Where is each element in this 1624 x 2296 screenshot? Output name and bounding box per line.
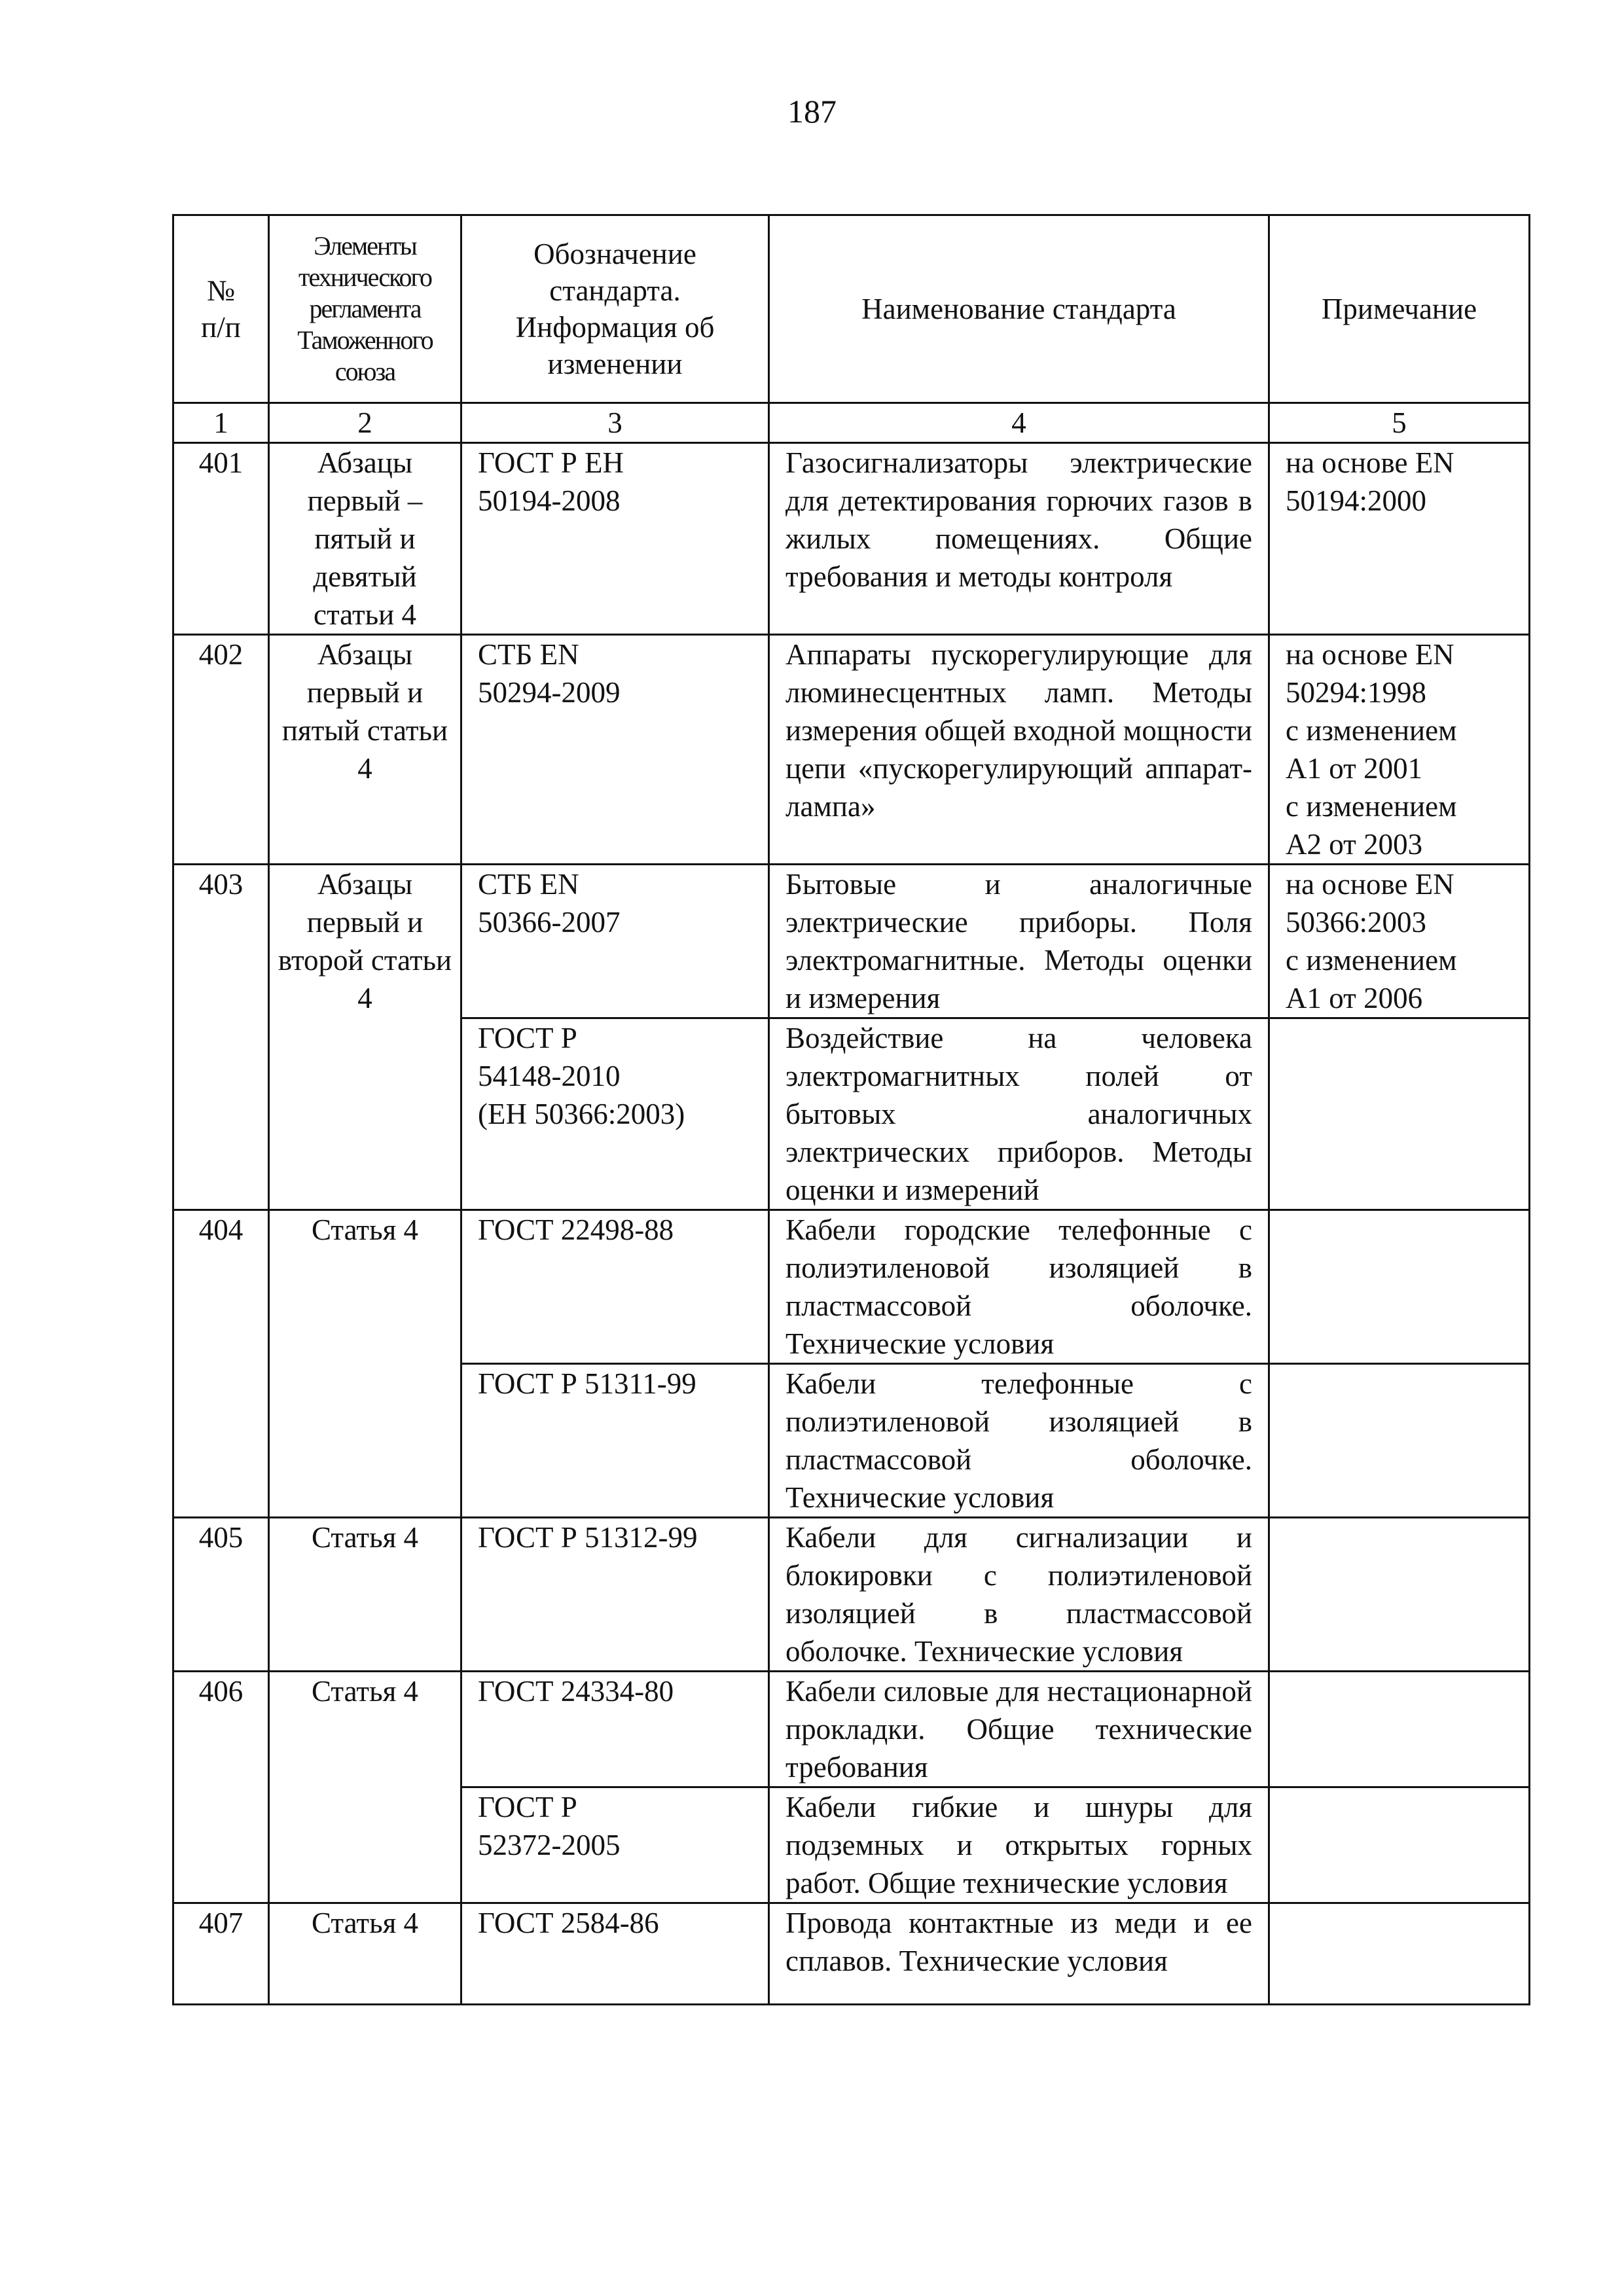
row-element: Статья 4 — [269, 1903, 461, 2005]
column-number-row — [173, 403, 1530, 443]
table-row — [173, 1903, 1530, 2005]
row-element: Статья 4 — [269, 1210, 461, 1518]
row-designation: ГОСТ 22498-88 — [461, 1210, 769, 1364]
row-designation: СТБ EN 50294-2009 — [461, 635, 769, 865]
row-designation: ГОСТ Р 54148-2010 (ЕН 50366:2003) — [461, 1018, 769, 1210]
row-standard-name: Кабели гибкие и шнуры для подземных и открытых горных работ. Общие технические условия — [769, 1787, 1269, 1903]
column-number: 2 — [269, 403, 461, 443]
row-element: Статья 4 — [269, 1672, 461, 1903]
header-name: Наименование стандарта — [769, 215, 1269, 403]
table-header — [173, 215, 1530, 443]
row-note — [1269, 1518, 1530, 1672]
row-designation: СТБ EN 50366-2007 — [461, 865, 769, 1018]
row-standard-name: Кабели телефонные с полиэтиленовой изоляцией в пластмассовой оболочке. Технические условия — [769, 1364, 1269, 1518]
row-element: Абзацы первый и пятый статьи 4 — [269, 635, 461, 865]
row-number: 401 — [173, 443, 269, 635]
row-note — [1269, 1903, 1530, 2005]
row-note — [1269, 1364, 1530, 1518]
row-standard-name: Газосигнализаторы электрические для детектирования горючих газов в жилых помещениях. Общие требования и методы контроля — [769, 443, 1269, 635]
row-note — [1269, 1018, 1530, 1210]
row-element: Статья 4 — [269, 1518, 461, 1672]
row-note — [1269, 1787, 1530, 1903]
header-designation: Обозначение стандарта. Информация об изменении — [461, 215, 769, 403]
table-row — [173, 1210, 1530, 1364]
table-row — [173, 865, 1530, 1018]
row-standard-name: Кабели силовые для нестационарной прокладки. Общие технические требования — [769, 1672, 1269, 1787]
row-designation: ГОСТ Р 51311-99 — [461, 1364, 769, 1518]
table-row — [173, 1672, 1530, 1787]
row-designation: ГОСТ Р 51312-99 — [461, 1518, 769, 1672]
row-standard-name: Провода контактные из меди и ее сплавов. Технические условия — [769, 1903, 1269, 2005]
row-standard-name: Кабели для сигнализации и блокировки с полиэтиленовой изоляцией в пластмассовой оболочке. Технические условия — [769, 1518, 1269, 1672]
column-number: 1 — [173, 403, 269, 443]
row-element: Абзацы первый и второй статьи 4 — [269, 865, 461, 1210]
row-standard-name: Аппараты пускорегулирующие для люминесцентных ламп. Методы измерения общей входной мощности цепи «пускорегулирующий аппарат-лампа» — [769, 635, 1269, 865]
row-designation: ГОСТ 24334-80 — [461, 1672, 769, 1787]
row-standard-name: Бытовые и аналогичные электрические приборы. Поля электромагнитные. Методы оценки и измерения — [769, 865, 1269, 1018]
column-number: 4 — [769, 403, 1269, 443]
row-number: 403 — [173, 865, 269, 1210]
row-number: 407 — [173, 1903, 269, 2005]
row-element: Абзацы первый – пятый и девятый статьи 4 — [269, 443, 461, 635]
row-note — [1269, 1210, 1530, 1364]
table-row — [173, 635, 1530, 865]
row-designation: ГОСТ Р ЕН 50194-2008 — [461, 443, 769, 635]
row-number: 406 — [173, 1672, 269, 1903]
row-note: на основе EN 50194:2000 — [1269, 443, 1530, 635]
header-number: № п/п — [173, 215, 269, 403]
row-number: 404 — [173, 1210, 269, 1518]
row-note: на основе EN 50366:2003 с изменением A1 от 2006 — [1269, 865, 1530, 1018]
table-row — [173, 1518, 1530, 1672]
row-number: 402 — [173, 635, 269, 865]
standards-table — [172, 214, 1530, 2005]
page-number: 187 — [787, 93, 837, 130]
column-number: 3 — [461, 403, 769, 443]
row-number: 405 — [173, 1518, 269, 1672]
row-standard-name: Кабели городские телефонные с полиэтиленовой изоляцией в пластмассовой оболочке. Технические условия — [769, 1210, 1269, 1364]
row-designation: ГОСТ Р 52372-2005 — [461, 1787, 769, 1903]
row-standard-name: Воздействие на человека электромагнитных полей от бытовых аналогичных электрических приборов. Методы оценки и измерений — [769, 1018, 1269, 1210]
header-elements: Элементы технического регламента Таможенного союза — [269, 215, 461, 403]
row-designation: ГОСТ 2584-86 — [461, 1903, 769, 2005]
row-note — [1269, 1672, 1530, 1787]
table-row — [173, 443, 1530, 635]
column-number: 5 — [1269, 403, 1530, 443]
row-note: на основе EN 50294:1998 с изменением A1 от 2001 с изменением A2 от 2003 — [1269, 635, 1530, 865]
header-note: Примечание — [1269, 215, 1530, 403]
